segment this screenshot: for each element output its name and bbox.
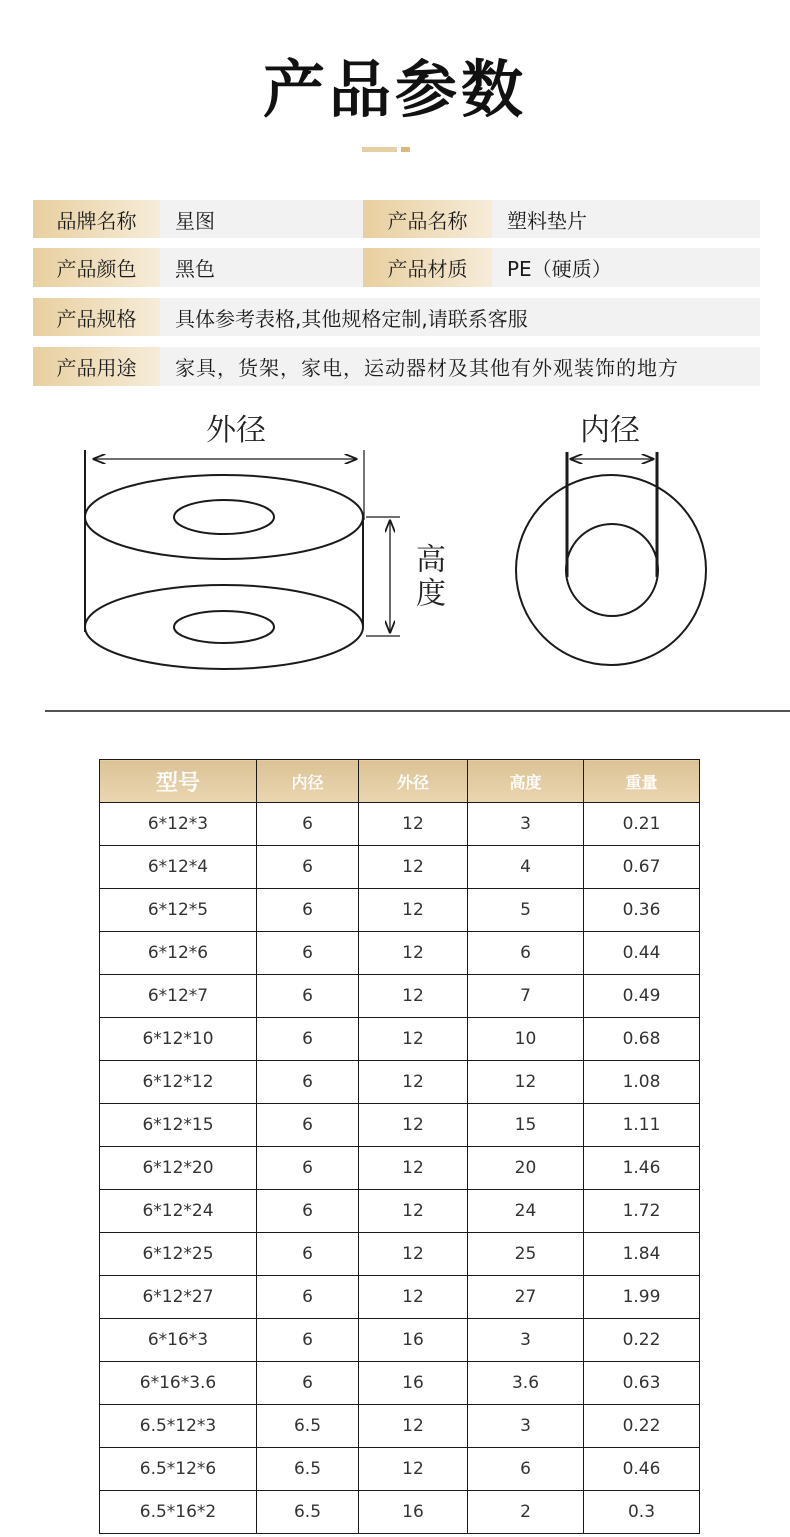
weight-cell: 1.84 xyxy=(584,1233,700,1276)
model-cell: 6*16*3.6 xyxy=(100,1362,257,1405)
model-cell: 6*12*25 xyxy=(100,1233,257,1276)
table-row xyxy=(100,1061,700,1104)
table-header-row xyxy=(100,760,700,803)
height-cell: 15 xyxy=(468,1104,584,1147)
weight-cell: 1.08 xyxy=(584,1061,700,1104)
weight-cell: 0.68 xyxy=(584,1018,700,1061)
inner-diameter-cell: 6 xyxy=(257,1362,359,1405)
model-cell: 6*12*5 xyxy=(100,889,257,932)
product-name-value: 塑料垫片 xyxy=(492,200,760,238)
outer-diameter-cell: 16 xyxy=(359,1362,468,1405)
column-header-outer-diameter: 外径 xyxy=(359,760,468,803)
outer-diameter-cell: 12 xyxy=(359,975,468,1018)
height-cell: 20 xyxy=(468,1147,584,1190)
inner-diameter-cell: 6 xyxy=(257,1018,359,1061)
ring-outer-circle xyxy=(516,475,706,665)
color-value: 黑色 xyxy=(160,248,363,287)
inner-diameter-cell: 6 xyxy=(257,1319,359,1362)
height-cell: 6 xyxy=(468,1448,584,1491)
table-row xyxy=(100,1362,700,1405)
inner-diameter-cell: 6.5 xyxy=(257,1448,359,1491)
inner-diameter-cell: 6 xyxy=(257,1147,359,1190)
material-label: 产品材质 xyxy=(363,248,492,287)
height-cell: 3 xyxy=(468,803,584,846)
table-row xyxy=(100,1276,700,1319)
inner-diameter-cell: 6.5 xyxy=(257,1491,359,1534)
title-underline xyxy=(362,147,397,152)
model-cell: 6.5*16*2 xyxy=(100,1491,257,1534)
inner-diameter-cell: 6 xyxy=(257,889,359,932)
model-cell: 6.5*12*3 xyxy=(100,1405,257,1448)
spec-row-specification xyxy=(33,298,760,336)
weight-cell: 0.49 xyxy=(584,975,700,1018)
weight-cell: 1.72 xyxy=(584,1190,700,1233)
column-header-height: 高度 xyxy=(468,760,584,803)
height-cell: 27 xyxy=(468,1276,584,1319)
outer-diameter-cell: 12 xyxy=(359,1018,468,1061)
model-cell: 6*12*24 xyxy=(100,1190,257,1233)
model-cell: 6*12*3 xyxy=(100,803,257,846)
cylinder-bottom-hole xyxy=(174,611,274,643)
outer-diameter-cell: 12 xyxy=(359,1104,468,1147)
outer-diameter-cell: 12 xyxy=(359,846,468,889)
column-header-weight: 重量 xyxy=(584,760,700,803)
usage-label: 产品用途 xyxy=(33,347,160,386)
table-row xyxy=(100,1491,700,1534)
outer-diameter-cell: 12 xyxy=(359,1190,468,1233)
spec-row-usage xyxy=(33,347,760,386)
model-cell: 6*12*10 xyxy=(100,1018,257,1061)
cylinder-top-ellipse xyxy=(85,475,363,559)
weight-cell: 0.22 xyxy=(584,1405,700,1448)
color-label: 产品颜色 xyxy=(33,248,160,287)
weight-cell: 0.46 xyxy=(584,1448,700,1491)
inner-diameter-cell: 6 xyxy=(257,1104,359,1147)
dimension-diagram xyxy=(0,400,790,720)
cylinder-bottom-ellipse xyxy=(85,585,363,669)
specification-label: 产品规格 xyxy=(33,298,160,336)
inner-diameter-cell: 6 xyxy=(257,975,359,1018)
table-row xyxy=(100,889,700,932)
height-cell: 10 xyxy=(468,1018,584,1061)
inner-diameter-cell: 6 xyxy=(257,1061,359,1104)
weight-cell: 0.21 xyxy=(584,803,700,846)
brand-value: 星图 xyxy=(160,200,363,238)
height-cell: 25 xyxy=(468,1233,584,1276)
outer-diameter-cell: 16 xyxy=(359,1319,468,1362)
model-cell: 6*12*20 xyxy=(100,1147,257,1190)
table-row xyxy=(100,1018,700,1061)
model-cell: 6*12*27 xyxy=(100,1276,257,1319)
weight-cell: 0.67 xyxy=(584,846,700,889)
table-row xyxy=(100,975,700,1018)
inner-diameter-cell: 6 xyxy=(257,1190,359,1233)
outer-diameter-cell: 12 xyxy=(359,803,468,846)
title-underline-accent xyxy=(401,147,410,152)
inner-diameter-label: 内径 xyxy=(580,413,640,448)
spec-row-color xyxy=(33,248,760,287)
height-cell: 24 xyxy=(468,1190,584,1233)
model-cell: 6*12*4 xyxy=(100,846,257,889)
usage-value: 家具，货架，家电，运动器材及其他有外观装饰的地方 xyxy=(160,347,760,386)
outer-diameter-cell: 12 xyxy=(359,1448,468,1491)
inner-diameter-cell: 6 xyxy=(257,803,359,846)
table-row xyxy=(100,932,700,975)
height-cell: 12 xyxy=(468,1061,584,1104)
outer-diameter-label: 外径 xyxy=(206,413,266,448)
height-cell: 3 xyxy=(468,1319,584,1362)
table-row xyxy=(100,846,700,889)
outer-diameter-cell: 12 xyxy=(359,1147,468,1190)
outer-diameter-cell: 12 xyxy=(359,1061,468,1104)
table-row xyxy=(100,1233,700,1276)
inner-diameter-cell: 6 xyxy=(257,932,359,975)
inner-diameter-cell: 6 xyxy=(257,846,359,889)
model-cell: 6*12*12 xyxy=(100,1061,257,1104)
table-row xyxy=(100,803,700,846)
inner-diameter-cell: 6 xyxy=(257,1233,359,1276)
model-cell: 6.5*12*6 xyxy=(100,1448,257,1491)
table-row xyxy=(100,1147,700,1190)
column-header-inner-diameter: 内径 xyxy=(257,760,359,803)
model-cell: 6*12*6 xyxy=(100,932,257,975)
page-title: 产品参数 xyxy=(262,53,527,126)
weight-cell: 0.3 xyxy=(584,1491,700,1534)
weight-cell: 0.22 xyxy=(584,1319,700,1362)
height-cell: 3 xyxy=(468,1405,584,1448)
column-header-model: 型号 xyxy=(100,760,257,803)
outer-diameter-cell: 16 xyxy=(359,1491,468,1534)
inner-diameter-cell: 6.5 xyxy=(257,1405,359,1448)
spec-row-brand xyxy=(33,200,760,238)
material-value: PE（硬质） xyxy=(492,248,760,287)
weight-cell: 0.63 xyxy=(584,1362,700,1405)
outer-diameter-cell: 12 xyxy=(359,932,468,975)
weight-cell: 1.99 xyxy=(584,1276,700,1319)
model-cell: 6*12*7 xyxy=(100,975,257,1018)
height-cell: 2 xyxy=(468,1491,584,1534)
spec-table-body xyxy=(100,803,700,1534)
table-row xyxy=(100,1405,700,1448)
cylinder-top-hole xyxy=(174,500,274,534)
inner-diameter-cell: 6 xyxy=(257,1276,359,1319)
outer-diameter-cell: 12 xyxy=(359,1276,468,1319)
outer-diameter-cell: 12 xyxy=(359,1233,468,1276)
model-cell: 6*16*3 xyxy=(100,1319,257,1362)
outer-diameter-cell: 12 xyxy=(359,1405,468,1448)
specification-value: 具体参考表格,其他规格定制,请联系客服 xyxy=(160,298,760,336)
weight-cell: 1.46 xyxy=(584,1147,700,1190)
weight-cell: 0.36 xyxy=(584,889,700,932)
table-row xyxy=(100,1104,700,1147)
model-cell: 6*12*15 xyxy=(100,1104,257,1147)
ring-inner-circle xyxy=(566,524,658,616)
brand-label: 品牌名称 xyxy=(33,200,160,238)
table-row xyxy=(100,1319,700,1362)
height-cell: 7 xyxy=(468,975,584,1018)
height-cell: 6 xyxy=(468,932,584,975)
height-cell: 5 xyxy=(468,889,584,932)
weight-cell: 0.44 xyxy=(584,932,700,975)
height-cell: 4 xyxy=(468,846,584,889)
weight-cell: 1.11 xyxy=(584,1104,700,1147)
spec-table xyxy=(99,759,700,1534)
table-row xyxy=(100,1190,700,1233)
product-name-label: 产品名称 xyxy=(363,200,492,238)
height-cell: 3.6 xyxy=(468,1362,584,1405)
height-label: 高度 xyxy=(410,543,445,611)
outer-diameter-cell: 12 xyxy=(359,889,468,932)
table-row xyxy=(100,1448,700,1491)
